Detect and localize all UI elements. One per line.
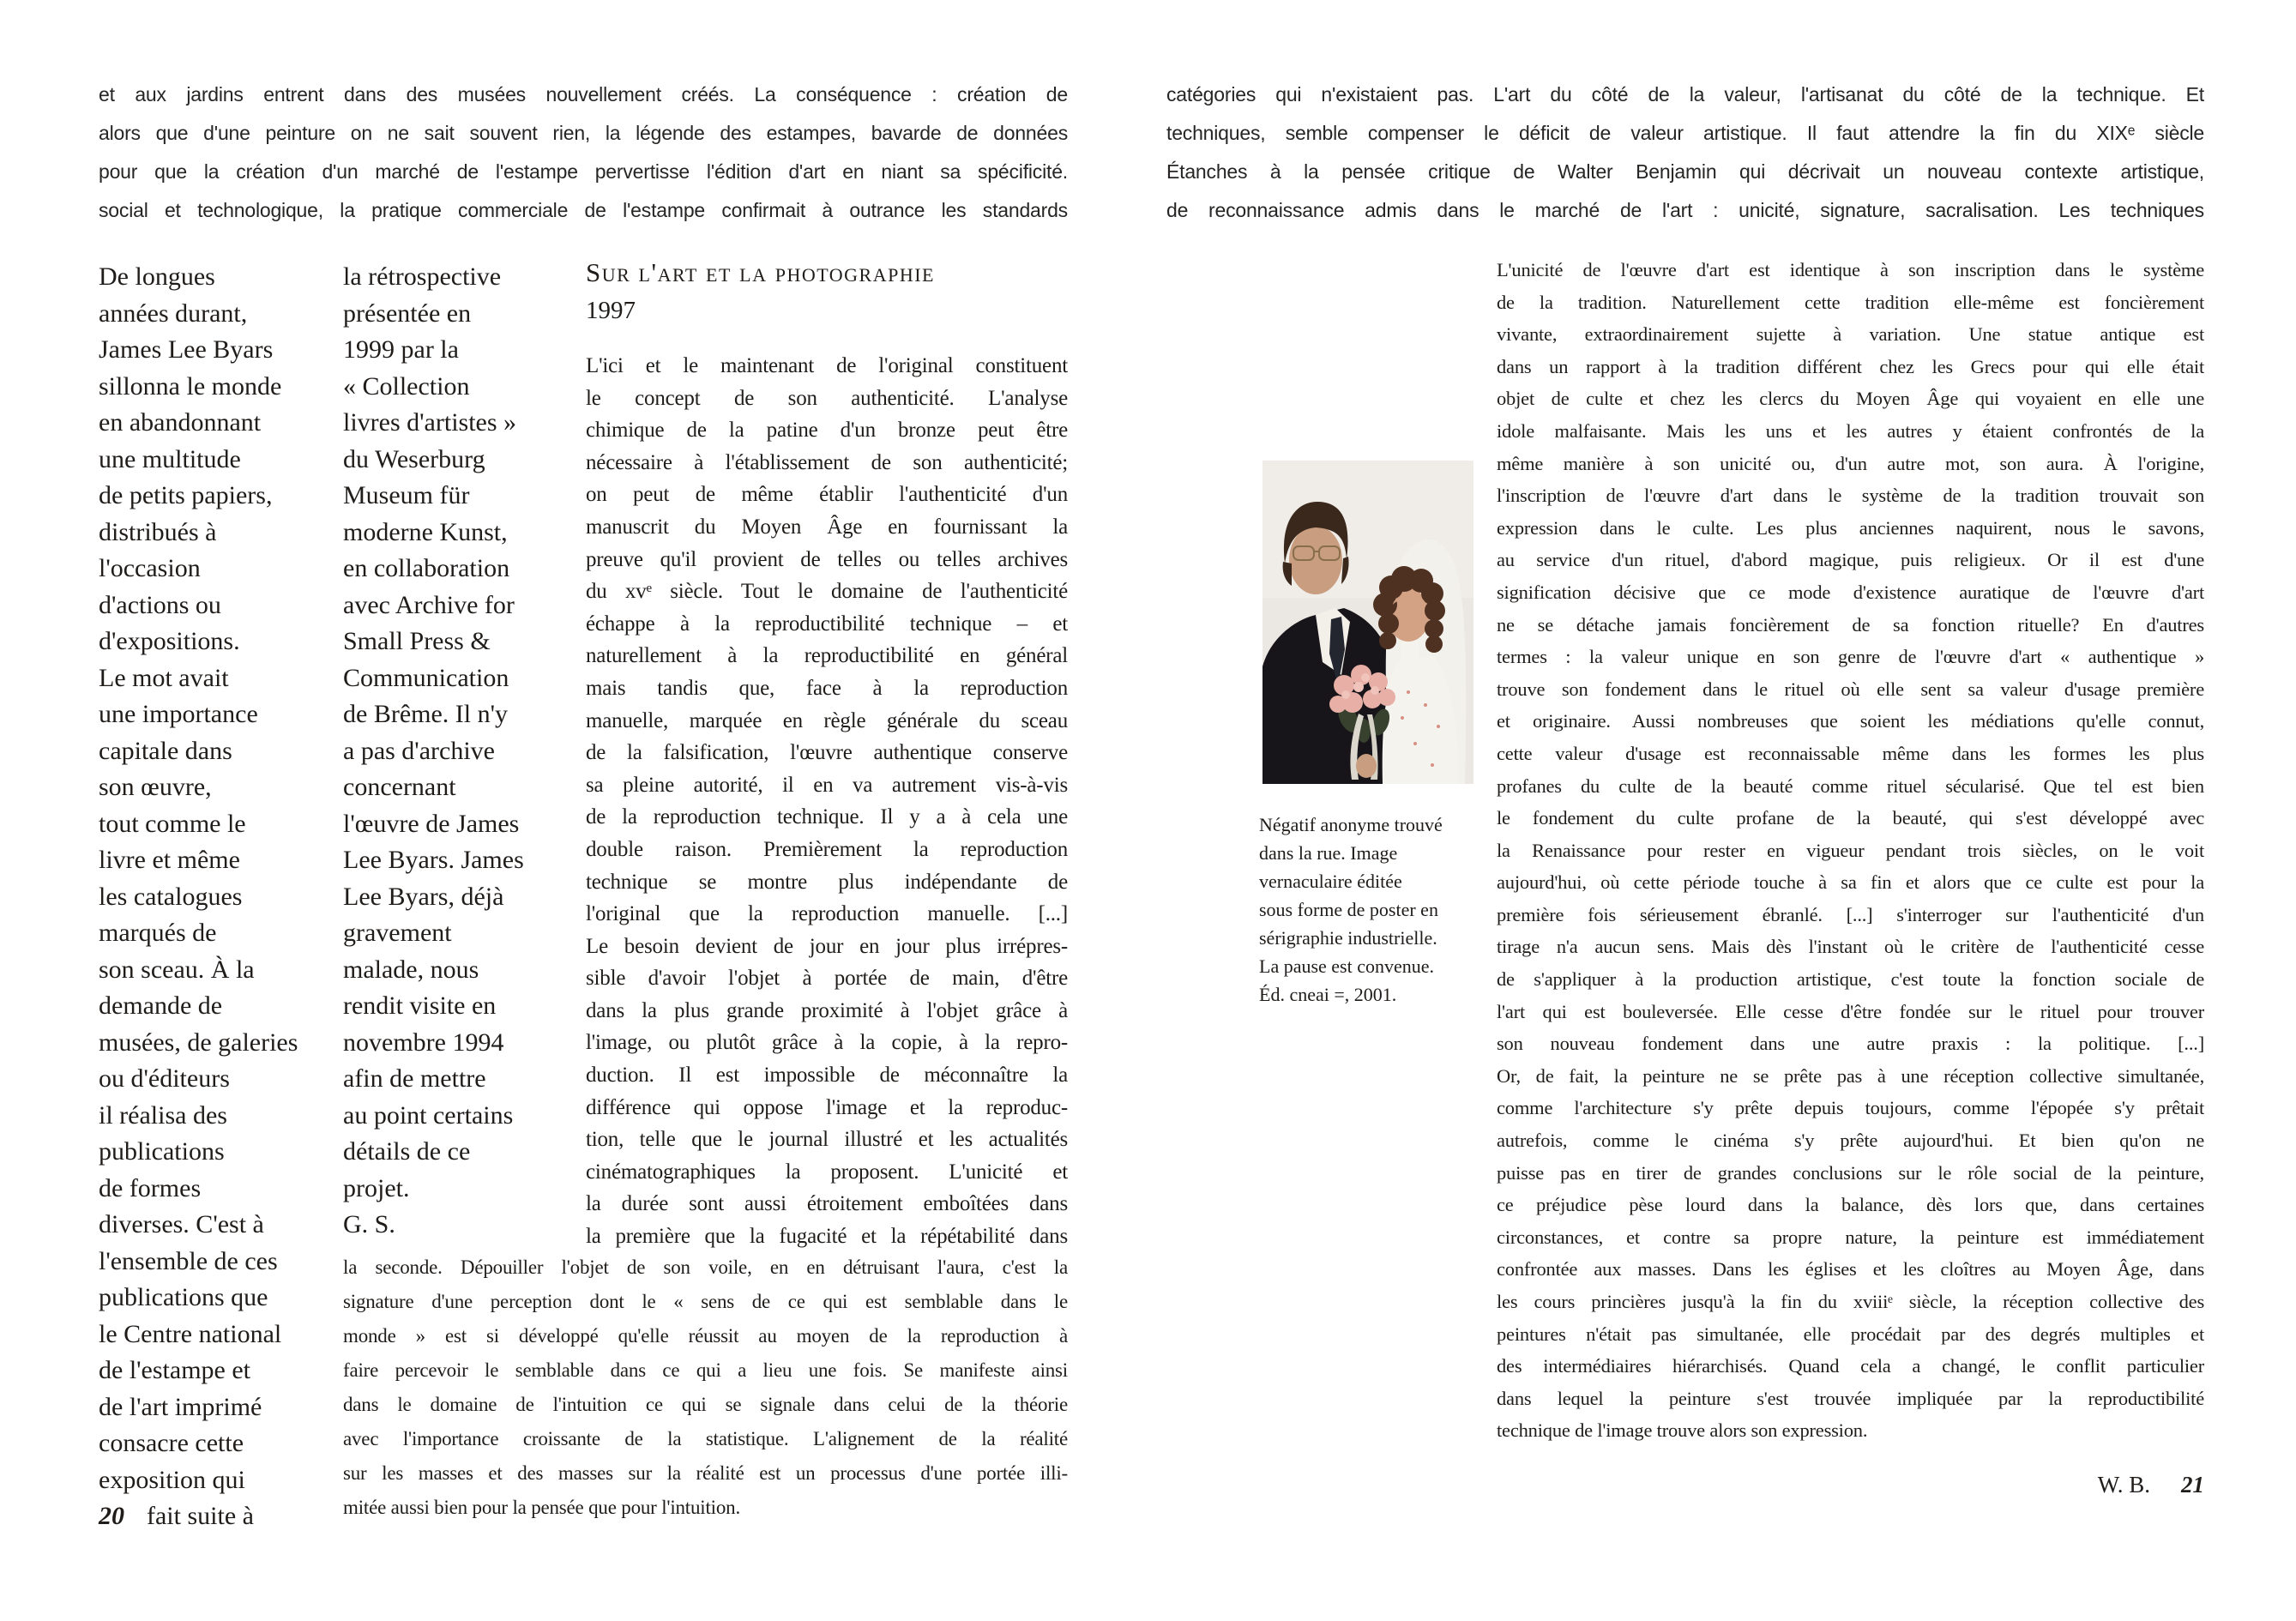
intro-paragraph-left: et aux jardins entrent dans des musées nouvellement créés. La conséquence : création de alors que d'une peinture on ne sait souvent rien, la légende des estampes, bavarde de données pour que la création d'un marché de l'estampe pervertisse l'édition d'art en niant sa spécificité. social et technologique, la pratique commerciale de l'estampe confirmait à outrance les standards <box>99 83 1068 221</box>
article-year: 1997 <box>586 297 636 324</box>
middle-column: la rétrospective présentée en 1999 par la « Collection livres d'artistes » du Weserburg Museum für moderne Kunst, en collaboration avec Archive for Small Press & Communication de Brême. Il n'y a pas d'archive concernant l'œuvre de James Lee Byars. James Lee Byars, déjà gravement malade, nous rendit visite en novembre 1994 afin de mettre au point certains détails de ce projet. G. S. <box>343 262 524 1238</box>
photo-caption: Négatif anonyme trouvé dans la rue. Image vernaculaire éditée sous forme de poster en sérigraphie industrielle. La pause est convenue. Éd. cneai =, 2001. <box>1259 814 1443 1005</box>
wedding-photo <box>1262 461 1473 784</box>
right-page-body: L'unicité de l'œuvre d'art est identique à son inscription dans le système de la tradition. Naturellement cette tradition elle-même est foncièrement vivante, extraordinairement sujette à variation. Une statue antique est dans un rapport à la tradition différent chez les Grecs pour qui elle était objet de culte et chez les clercs du Moyen Âge qui voyaient en elle une idole malfaisante. Mais les uns et les autres y étaient confrontés de la même manière à son unicité ou, d'un autre mot, son aura. À l'origine, l'inscription de l'œuvre d'art dans le système de la tradition trouvait son expression dans le culte. Les plus anciennes naquirent, nous le savons, au service d'un rituel, d'abord magique, puis religieux. Or il est d'une signification décisive que ce mode d'existence auratique de l'œuvre d'art ne se détache jamais foncièrement de sa fonction rituelle? En d'autres termes : la valeur unique en son genre de l'œuvre d'art « authentique » trouve son fondement dans le rituel où elle sent sa valeur d'usage première et originaire. Aussi nombreuses que soient les médiations qu'elle connut, cette valeur d'usage est reconnaissable même dans les formes les plus profanes du culte de la beauté comme rituel sécularisé. Que tel est bien le fondement du culte profane de la beauté, qui s'est développé avec la Renaissance pour rester en vigueur pendant trois siècles, on le voit aujourd'hui, où cette période touche à sa fin et alors que ce culte est pour la première fois sérieusement ébranlé. [...] s'interroger sur l'authenticité d'un tirage n'a aucun sens. Mais dès l'instant où le critère de l'authenticité cesse de s'appliquer à la production artistique, c'est toute la fonction sociale de l'art qui est bouleversée. Elle cesse d'être fondée sur le rituel pour trouver son nouveau fondement dans une autre praxis : la politique. [...] Or, de fait, la peinture ne se prête pas à une réception collective simultanée, comme l'architecture s'y prête depuis toujours, comme l'épopée s'y prêtait autrefois, comme le cinéma s'y prête aujourd'hui. Et bien qu'on ne puisse pas en tirer de grandes conclusions sur le rôle social de la peinture, ce préjudice pèse lourd dans la balance, dès lors que, dans certaines circonstances, et contre sa propre nature, la peinture est immédiatement confrontée aux masses. Dans les églises et les cloîtres au Moyen Âge, dans les cours princières jusqu'à la fin du xviiiᵉ siècle, la réception collective des peintures n'était pas simultanée, elle procédait par des degrés multiples et des intermédiaires hiérarchisés. Quand cela a changé, le conflit particulier dans lequel la peinture s'est trouvée impliquée par la reproductibilité technique de l'image trouve alors son expression. <box>1497 259 2204 1442</box>
page-number-right: 21 <box>2181 1472 2204 1497</box>
article-title: Sur l'art et la photographie <box>586 257 935 287</box>
left-column-last-text: fait suite à <box>147 1502 254 1530</box>
left-column-lines: De longues années durant, James Lee Byars sillonna le monde en abandonnant une multitude de petits papiers, distribués à l'occasion d'actions ou d'expositions. Le mot avait une importance capitale dans son œuvre, tout comme le livre et même les catalogues marqués de son sceau. À la demande de musées, de galeries ou d'éditeurs il réalisa des publications de formes diverses. C'est à l'ensemble de ces publications que le Centre national de l'estampe et de l'art imprimé consacre cette exposition qui <box>99 262 298 1494</box>
man-hand <box>1356 754 1377 778</box>
article-body-column: L'ici et le maintenant de l'original constituent le concept de son authenticité. L'analyse chimique de la patine d'un bronze peut être nécessaire à l'établissement de son authenticité; on peut de même établir l'authenticité d'un manuscrit du Moyen Âge en fournissant la preuve qu'il provient de telles ou telles archives du xvᵉ siècle. Tout le domaine de l'authenticité échappe à la reproductibilité technique – et naturellement à la reproductibilité en général mais tandis que, face à la reproduction manuelle, marquée en règle générale du sceau de la falsification, l'œuvre authentique conserve sa pleine autorité, il en va autrement vis-à-vis de la reproduction technique. Il y a à cela une double raison. Premièrement la reproduction technique se montre plus indépendante de l'original que la reproduction manuelle. [...] Le besoin devient de jour en jour plus irrépres- sible d'avoir l'objet à portée de main, d'être dans la plus grande proximité à l'objet grâce à l'image, ou plutôt grâce à la copie, à la repro- duction. Il est impossible de méconnaître la différence qui oppose l'image et la reproduc- tion, telle que le journal illustré et les actualités cinématographiques la proposent. L'unicité et la durée sont aussi étroitement emboîtées dans la première que la fugacité et la répétabilité dans <box>586 354 1068 1249</box>
page-footer-right <box>2033 1472 2204 1498</box>
article-body-wide: la seconde. Dépouiller l'objet de son voile, en en détruisant l'aura, c'est la signature d'une perception dont le « sens de ce qui est semblable dans le monde » est si développé qu'elle réussit au moyen de la reproduction à faire percevoir le semblable dans ce qui a lieu une fois. Se manifeste ainsi dans le domaine de l'intuition ce qui se signale dans celui de la théorie avec l'importance croissante de la statistique. L'alignement de la réalité sur les masses et des masses sur la réalité est un processus d'une portée illi- mitée aussi bien pour la pensée que pour l'intuition. <box>343 1256 1068 1518</box>
intro-paragraph-right: catégories qui n'existaient pas. L'art du côté de la valeur, l'artisanat du côté de la technique. Et techniques, semble compenser le déficit de valeur artistique. Il faut attendre la fin du XIXᵉ siècle Étanches à la pensée critique de Walter Benjamin qui décrivait un nouveau contexte artistique, de reconnaissance admis dans le marché de l'art : unicité, signature, sacralisation. Les techniques <box>1166 83 2204 221</box>
left-column <box>99 259 343 1535</box>
page-number-left: 20 <box>99 1502 124 1530</box>
left-column-last-line <box>99 1498 343 1535</box>
author-initials: W. B. <box>2097 1472 2150 1497</box>
article-heading <box>586 257 935 325</box>
